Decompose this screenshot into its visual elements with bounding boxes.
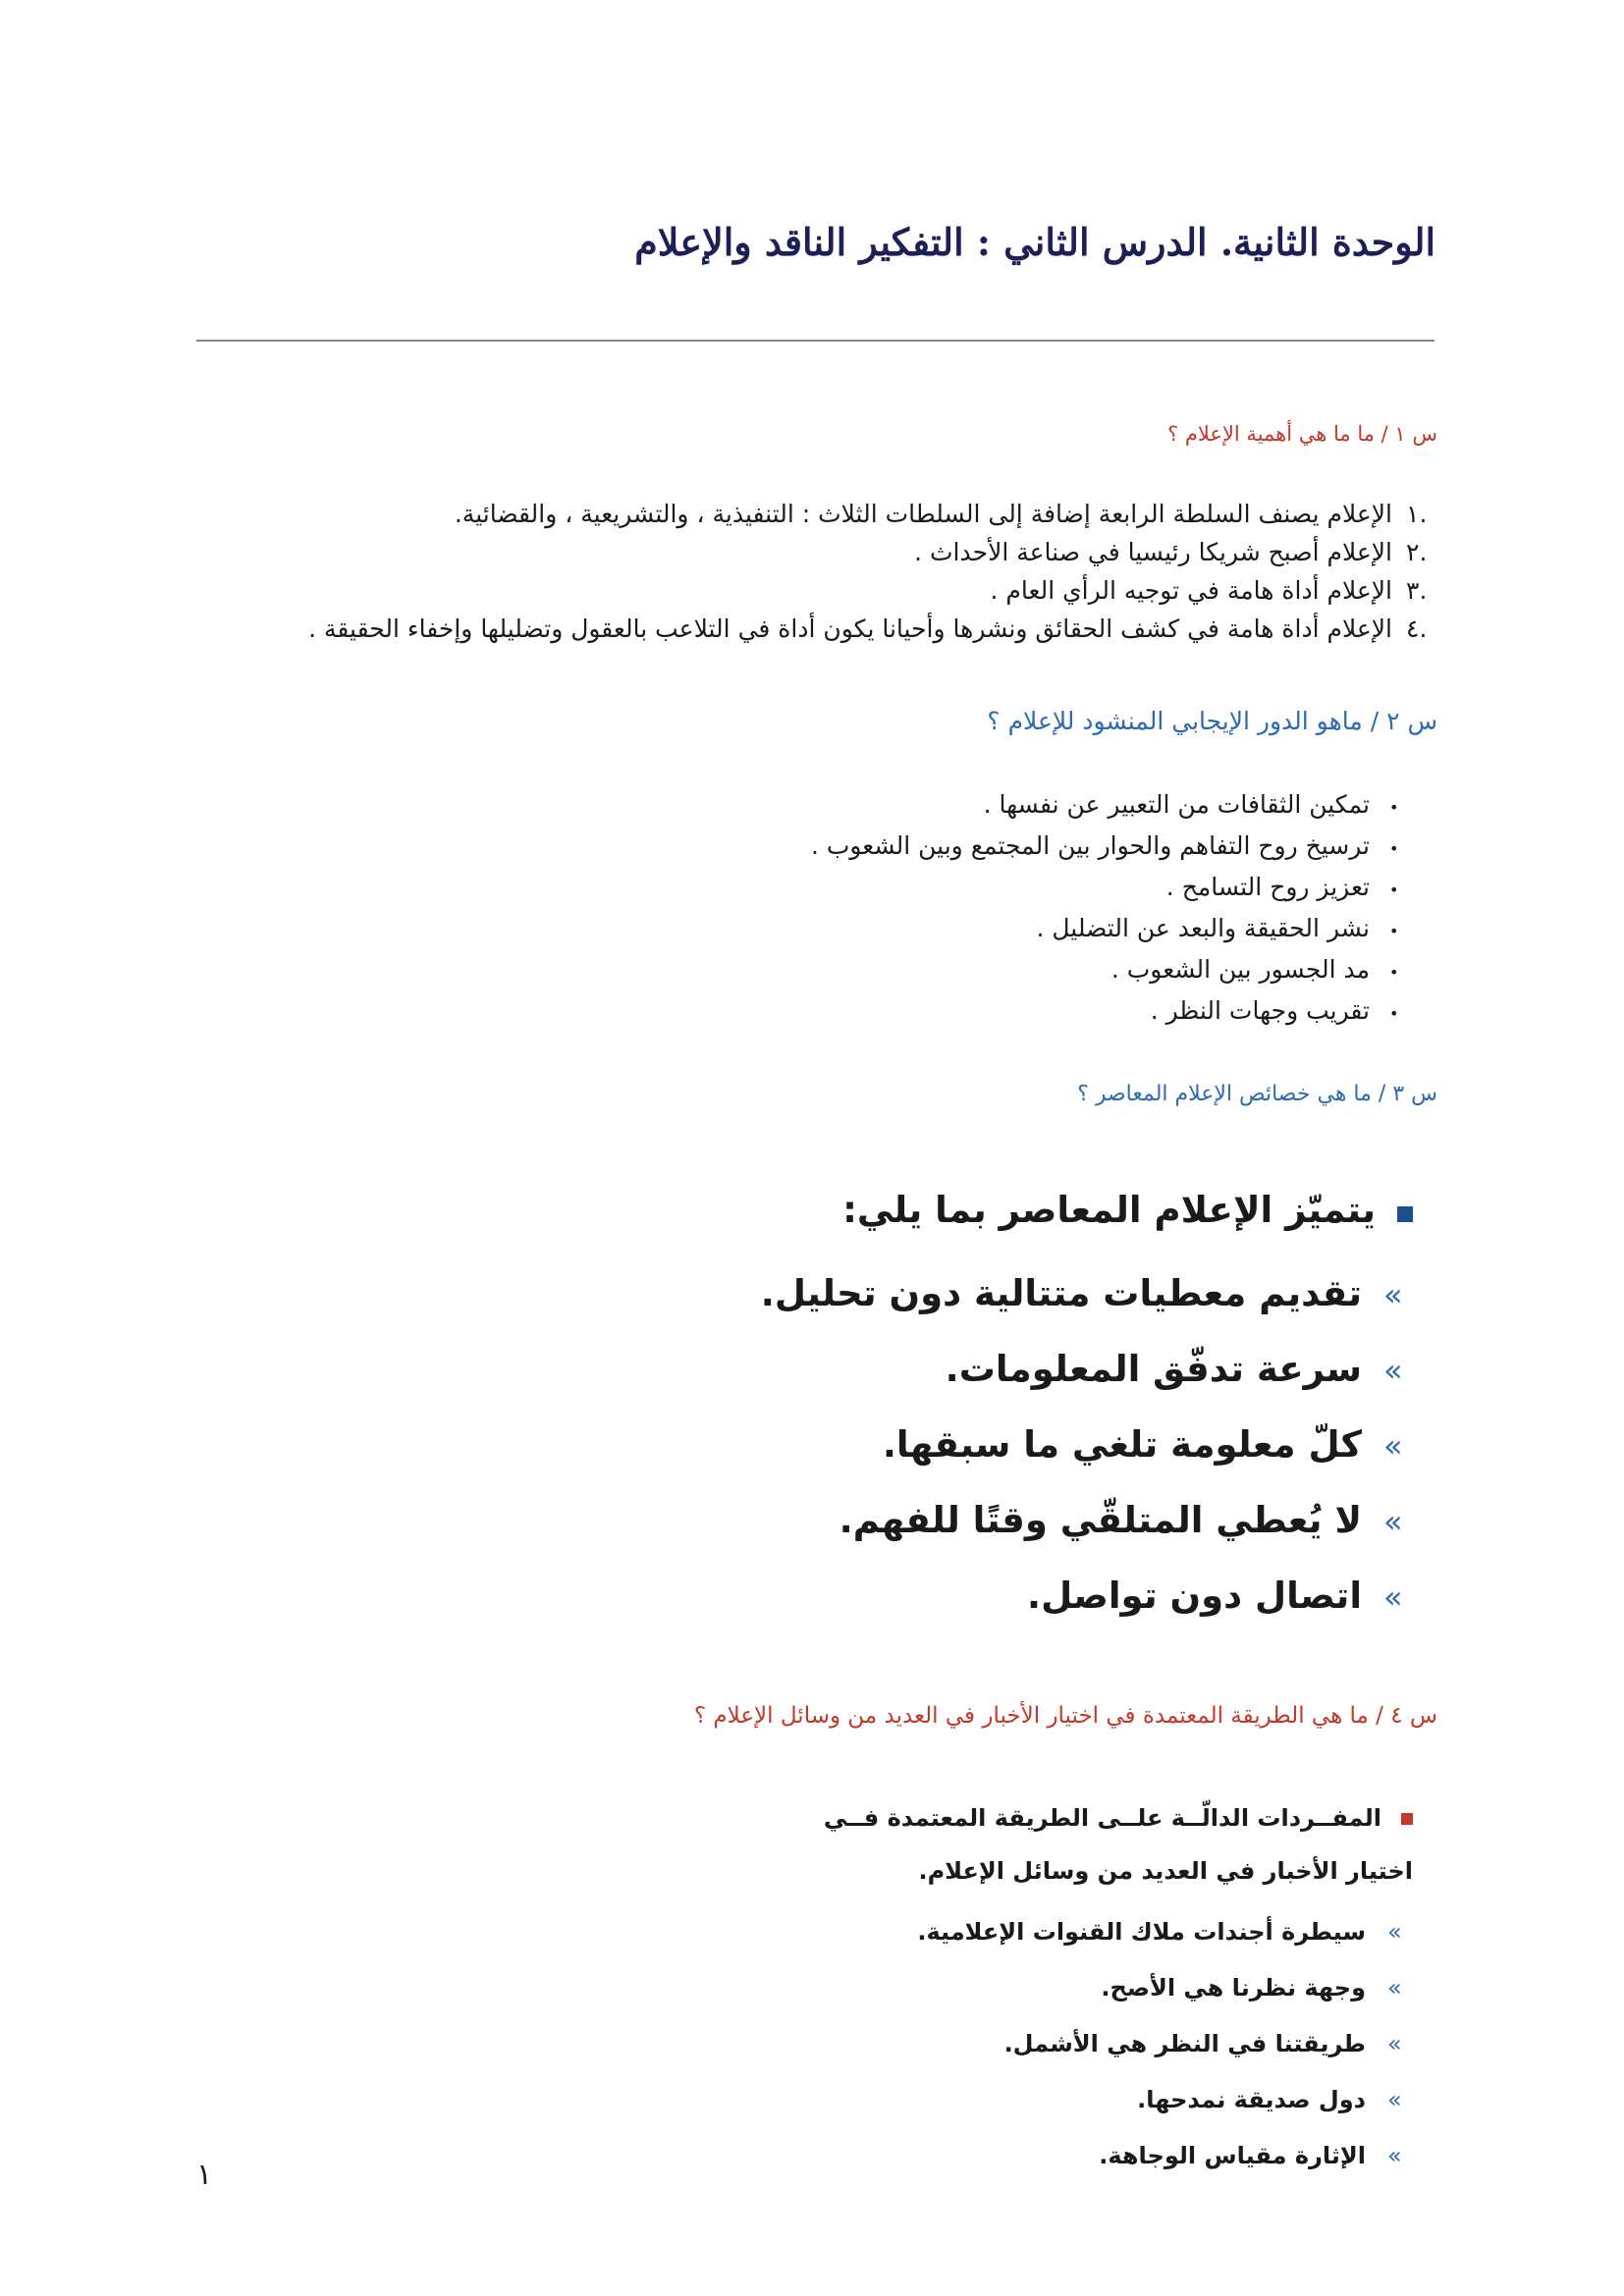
list-item bbox=[811, 785, 1403, 827]
list-item bbox=[811, 868, 1403, 909]
list-item bbox=[761, 1483, 1413, 1559]
header-divider bbox=[196, 340, 1435, 342]
question-4-title: س ٤ / ما هي الطريقة المعتمدة في اختيار الأخبار في العديد من وسائل الإعلام ؟ bbox=[693, 1703, 1437, 1729]
question-3-title: س ٣ / ما هي خصائص الإعلام المعاصر ؟ bbox=[1077, 1082, 1437, 1106]
chevron-icon: » bbox=[1387, 2142, 1402, 2169]
question-3-list bbox=[761, 1256, 1413, 1634]
question-4-list bbox=[917, 1904, 1413, 2184]
list-item bbox=[761, 1256, 1413, 1332]
chevron-icon: » bbox=[1383, 1276, 1403, 1313]
item-text: الإعلام أصبح شريكا رئيسيا في صناعة الأحداث . bbox=[914, 538, 1392, 566]
heading-text: يتميّز الإعلام المعاصر بما يلي: bbox=[842, 1189, 1376, 1231]
list-item bbox=[811, 991, 1403, 1033]
list-item bbox=[761, 1408, 1413, 1483]
list-item bbox=[811, 827, 1403, 868]
item-text: نشر الحقيقة والبعد عن التضليل . bbox=[1036, 914, 1370, 942]
item-text: سرعة تدفّق المعلومات. bbox=[945, 1348, 1362, 1390]
question-2-list bbox=[811, 785, 1403, 1033]
question-1-title: س ١ / ما ما هي أهمية الإعلام ؟ bbox=[1167, 422, 1437, 446]
list-item bbox=[811, 909, 1403, 950]
item-text: سيطرة أجندات ملاك القنوات الإعلامية. bbox=[917, 1918, 1366, 1946]
question-1-list bbox=[308, 495, 1435, 648]
list-item bbox=[917, 2072, 1413, 2128]
list-item bbox=[308, 533, 1435, 571]
list-item bbox=[917, 1904, 1413, 1960]
item-text: الإعلام أداة هامة في كشف الحقائق ونشرها وأحيانا يكون أداة في التلاعب بالعقول وتضليلها وإخفاء الحقيقة . bbox=[308, 614, 1392, 643]
chevron-icon: » bbox=[1383, 1427, 1403, 1465]
item-text: تقريب وجهات النظر . bbox=[1150, 996, 1370, 1025]
page-number: ١ bbox=[196, 2158, 213, 2192]
item-text: الإعلام يصنف السلطة الرابعة إضافة إلى السلطات الثلاث : التنفيذية ، والتشريعية ، والقضائية. bbox=[454, 500, 1392, 528]
item-text: دول صديقة نمدحها. bbox=[1137, 2086, 1366, 2113]
list-item bbox=[761, 1559, 1413, 1634]
item-number: .١ bbox=[1406, 500, 1428, 528]
bullet-icon: • bbox=[1389, 922, 1399, 940]
question-2-title: س ٢ / ماهو الدور الإيجابي المنشود للإعلام ؟ bbox=[987, 707, 1437, 735]
bullet-icon: • bbox=[1389, 881, 1399, 899]
item-text: لا يُعطي المتلقّي وقتًا للفهم. bbox=[839, 1499, 1362, 1541]
item-text: تمكين الثقافات من التعبير عن نفسها . bbox=[983, 790, 1370, 819]
chevron-icon: » bbox=[1387, 2030, 1402, 2057]
bullet-icon: • bbox=[1389, 839, 1399, 858]
chevron-icon: » bbox=[1387, 1918, 1402, 1946]
item-text: تقديم معطيات متتالية دون تحليل. bbox=[760, 1272, 1362, 1314]
square-bullet-icon bbox=[1397, 1206, 1413, 1222]
list-item bbox=[917, 2016, 1413, 2072]
item-text: الإثارة مقياس الوجاهة. bbox=[1099, 2142, 1366, 2169]
list-item bbox=[308, 610, 1435, 648]
item-number: .٢ bbox=[1406, 538, 1428, 566]
item-text: مد الجسور بين الشعوب . bbox=[1110, 955, 1370, 984]
item-text: وجهة نظرنا هي الأصح. bbox=[1101, 1974, 1366, 2002]
chevron-icon: » bbox=[1383, 1578, 1403, 1616]
question-4-heading bbox=[785, 1791, 1413, 1897]
square-bullet-icon bbox=[1401, 1813, 1413, 1825]
chevron-icon: » bbox=[1383, 1352, 1403, 1389]
item-text: تعزيز روح التسامح . bbox=[1165, 873, 1370, 901]
question-3-heading bbox=[842, 1186, 1413, 1235]
list-item bbox=[917, 2128, 1413, 2184]
list-item bbox=[811, 950, 1403, 991]
bullet-icon: • bbox=[1389, 798, 1399, 817]
chevron-icon: » bbox=[1387, 1974, 1402, 2002]
bullet-icon: • bbox=[1389, 1004, 1399, 1023]
item-number: .٤ bbox=[1406, 614, 1428, 643]
item-text: اتصال دون تواصل. bbox=[1027, 1575, 1362, 1617]
item-text: كلّ معلومة تلغي ما سبقها. bbox=[882, 1423, 1362, 1466]
item-text: طريقتنا في النظر هي الأشمل. bbox=[1003, 2030, 1366, 2057]
chevron-icon: » bbox=[1387, 2086, 1402, 2113]
item-text: الإعلام أداة هامة في توجيه الرأي العام . bbox=[990, 576, 1392, 605]
list-item bbox=[761, 1332, 1413, 1408]
page-title: الوحدة الثانية. الدرس الثاني : التفكير الناقد والإعلام bbox=[634, 220, 1435, 264]
list-item bbox=[308, 495, 1435, 533]
item-number: .٣ bbox=[1406, 576, 1428, 605]
chevron-icon: » bbox=[1383, 1503, 1403, 1540]
item-text: ترسيخ روح التفاهم والحوار بين المجتمع وبين الشعوب . bbox=[810, 831, 1370, 860]
heading-text: المفــردات الدالّــة علــى الطريقة المعتمدة فــي اختيار الأخبار في العديد من وسائل الإعلام. bbox=[823, 1804, 1413, 1885]
bullet-icon: • bbox=[1389, 963, 1399, 982]
list-item bbox=[917, 1960, 1413, 2016]
list-item bbox=[308, 571, 1435, 610]
